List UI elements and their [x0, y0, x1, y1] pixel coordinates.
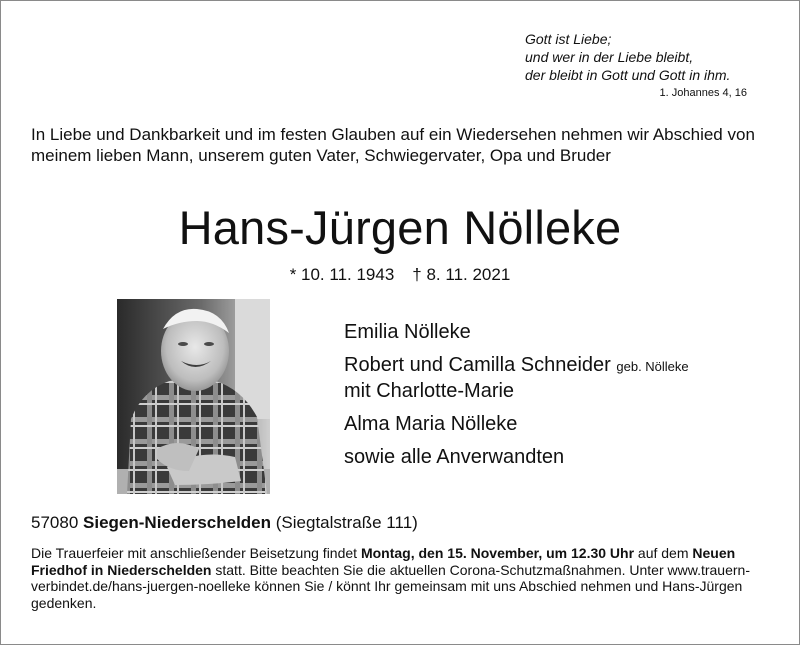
verse-line: Gott ist Liebe; [525, 31, 612, 47]
funeral-location: Neuen Friedhof in Niederschelden [31, 545, 736, 578]
address-postcode: 57080 [31, 513, 79, 532]
mourner-line [344, 353, 764, 379]
deceased-name: Hans-Jürgen Nölleke [178, 201, 622, 254]
mourner-line: Emilia Nölleke [344, 321, 471, 343]
family-address [31, 512, 418, 534]
funeral-info [31, 545, 776, 611]
info-text: auf dem [637, 545, 689, 561]
mourner-line: mit Charlotte-Marie [344, 380, 515, 402]
verse-line: der bleibt in Gott und Gott in ihm. [525, 67, 731, 83]
info-text: Die Trauerfeier mit anschließender Beisetzung findet [31, 545, 358, 561]
intro-text: In Liebe und Dankbarkeit und im festen Glauben auf ein Wiedersehen nehmen wir Abschied von meinem lieben Mann, unserem guten Vater, Schwiegervater, Opa und Bruder [31, 125, 755, 165]
portrait-photo [117, 299, 270, 494]
verse-line: und wer in der Liebe bleibt, [525, 49, 694, 65]
address-place: Siegen-Niederschelden [83, 513, 272, 532]
mourner-line: Alma Maria Nölleke [344, 413, 518, 435]
info-text: statt. Bitte beachten Sie die aktuellen Corona-Schutzmaßnahmen. Unter www.trauern-verbindet.de/hans-juergen-noelleke können Sie / könnt Ihr gemeinsam mit uns Abschied nehmen und Hans-Jürgen gedenken. [31, 561, 750, 611]
bible-verse [525, 30, 785, 100]
mourner-name: Robert und Camilla Schneider [344, 354, 611, 376]
address-street: (Siegtalstraße 111) [275, 513, 418, 532]
funeral-date: Montag, den 15. November, um 12.30 Uhr [360, 545, 635, 561]
mourners-list [344, 320, 764, 469]
mourner-line: sowie alle Anverwandten [344, 446, 565, 468]
death-date: † 8. 11. 2021 [412, 265, 511, 284]
maiden-name-note: geb. Nölleke [616, 359, 689, 374]
verse-reference: 1. Johannes 4, 16 [659, 87, 747, 99]
life-dates [0, 264, 800, 286]
birth-date: * 10. 11. 1943 [289, 265, 395, 284]
